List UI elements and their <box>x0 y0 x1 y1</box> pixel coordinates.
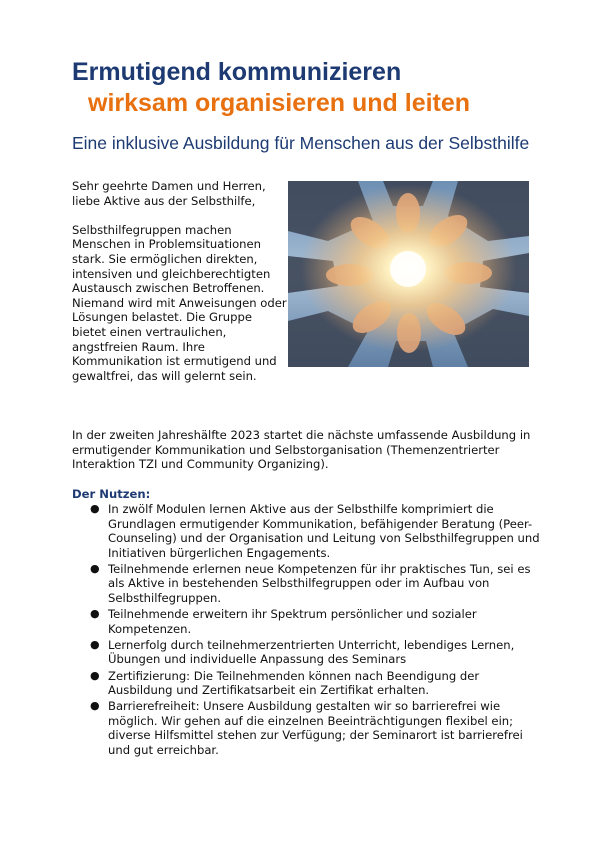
bullet-icon: ● <box>90 502 100 515</box>
list-item <box>72 669 542 698</box>
title-line-2: wirksam organisieren und leiten <box>88 89 471 117</box>
intro-paragraph: Selbsthilfegruppen machen Menschen in Problemsituationen stark. Sie ermöglichen direkten, intensiven und gleichberechtigten Austausch zwischen Betroffenen. Niemand wird mit Anweisungen oder Lösungen belastet. Die Gruppe bietet einen vertraulichen, angstfreien Raum. Ihre Kommunikation ist ermutigend und gewaltfrei, das will gelernt sein. <box>72 222 287 383</box>
hands-circle-photo <box>288 181 529 367</box>
greeting-line-1: Sehr geehrte Damen und Herren, <box>72 179 266 193</box>
list-item-text: Teilnehmende erweitern ihr Spektrum persönlicher und sozialer Kompetenzen. <box>108 607 477 636</box>
list-item-text: In zwölf Modulen lernen Aktive aus der Selbsthilfe komprimiert die Grundlagen ermutigender Kommunikation, befähigender Beratung (Peer-Counseling) und der Organisation und Leitung von Selbsthilfegruppen und Initiativen bürgerlichen Engagements. <box>108 502 540 560</box>
list-item <box>72 699 542 757</box>
list-item-text: Zertifizierung: Die Teilnehmenden können nach Beendigung der Ausbildung und Zertifikatsarbeit ein Zertifikat erhalten. <box>108 668 480 698</box>
greeting-line-2: liebe Aktive aus der Selbsthilfe, <box>72 193 256 208</box>
bullet-icon: ● <box>90 668 100 682</box>
list-item <box>72 607 542 636</box>
benefits-list <box>72 502 542 759</box>
greeting <box>72 179 287 208</box>
benefits-heading: Der Nutzen: <box>72 487 151 501</box>
list-item <box>72 562 542 606</box>
list-item-text: Teilnehmende erlernen neue Kompetenzen für ihr praktisches Tun, sei es als Aktive in bestehenden Selbsthilfegruppen oder im Aufbau von Selbsthilfegruppen. <box>108 561 531 606</box>
title-line-1: Ermutigend kommunizieren <box>72 58 402 86</box>
bullet-icon: ● <box>90 607 100 621</box>
list-item-text: Lernerfolg durch teilnehmerzentrierten Unterricht, lebendiges Lernen, Übungen und individuelle Anpassung des Seminars <box>108 637 515 667</box>
intro-column <box>72 179 287 398</box>
announcement-paragraph: In der zweiten Jahreshälfte 2023 startet die nächste umfassende Ausbildung in ermutigender Kommunikation und Selbstorganisation (Themenzentrierter Interaktion TZI und Community Organizing). <box>72 428 531 472</box>
subtitle: Eine inklusive Ausbildung für Menschen aus der Selbsthilfe <box>72 133 530 153</box>
bullet-icon: ● <box>90 637 100 651</box>
list-item <box>72 502 542 560</box>
bullet-icon: ● <box>90 561 100 575</box>
list-item-text: Barrierefreiheit: Unsere Ausbildung gestalten wir so barrierefrei wie möglich. Wir gehen auf die einzelnen Beeinträchtigungen flexibel ein; diverse Hilfsmittel stehen zur Verfügung; der Seminarort ist barrierefrei und gut erreichbar. <box>108 699 523 757</box>
bullet-icon: ● <box>90 699 100 713</box>
list-item <box>72 638 542 667</box>
